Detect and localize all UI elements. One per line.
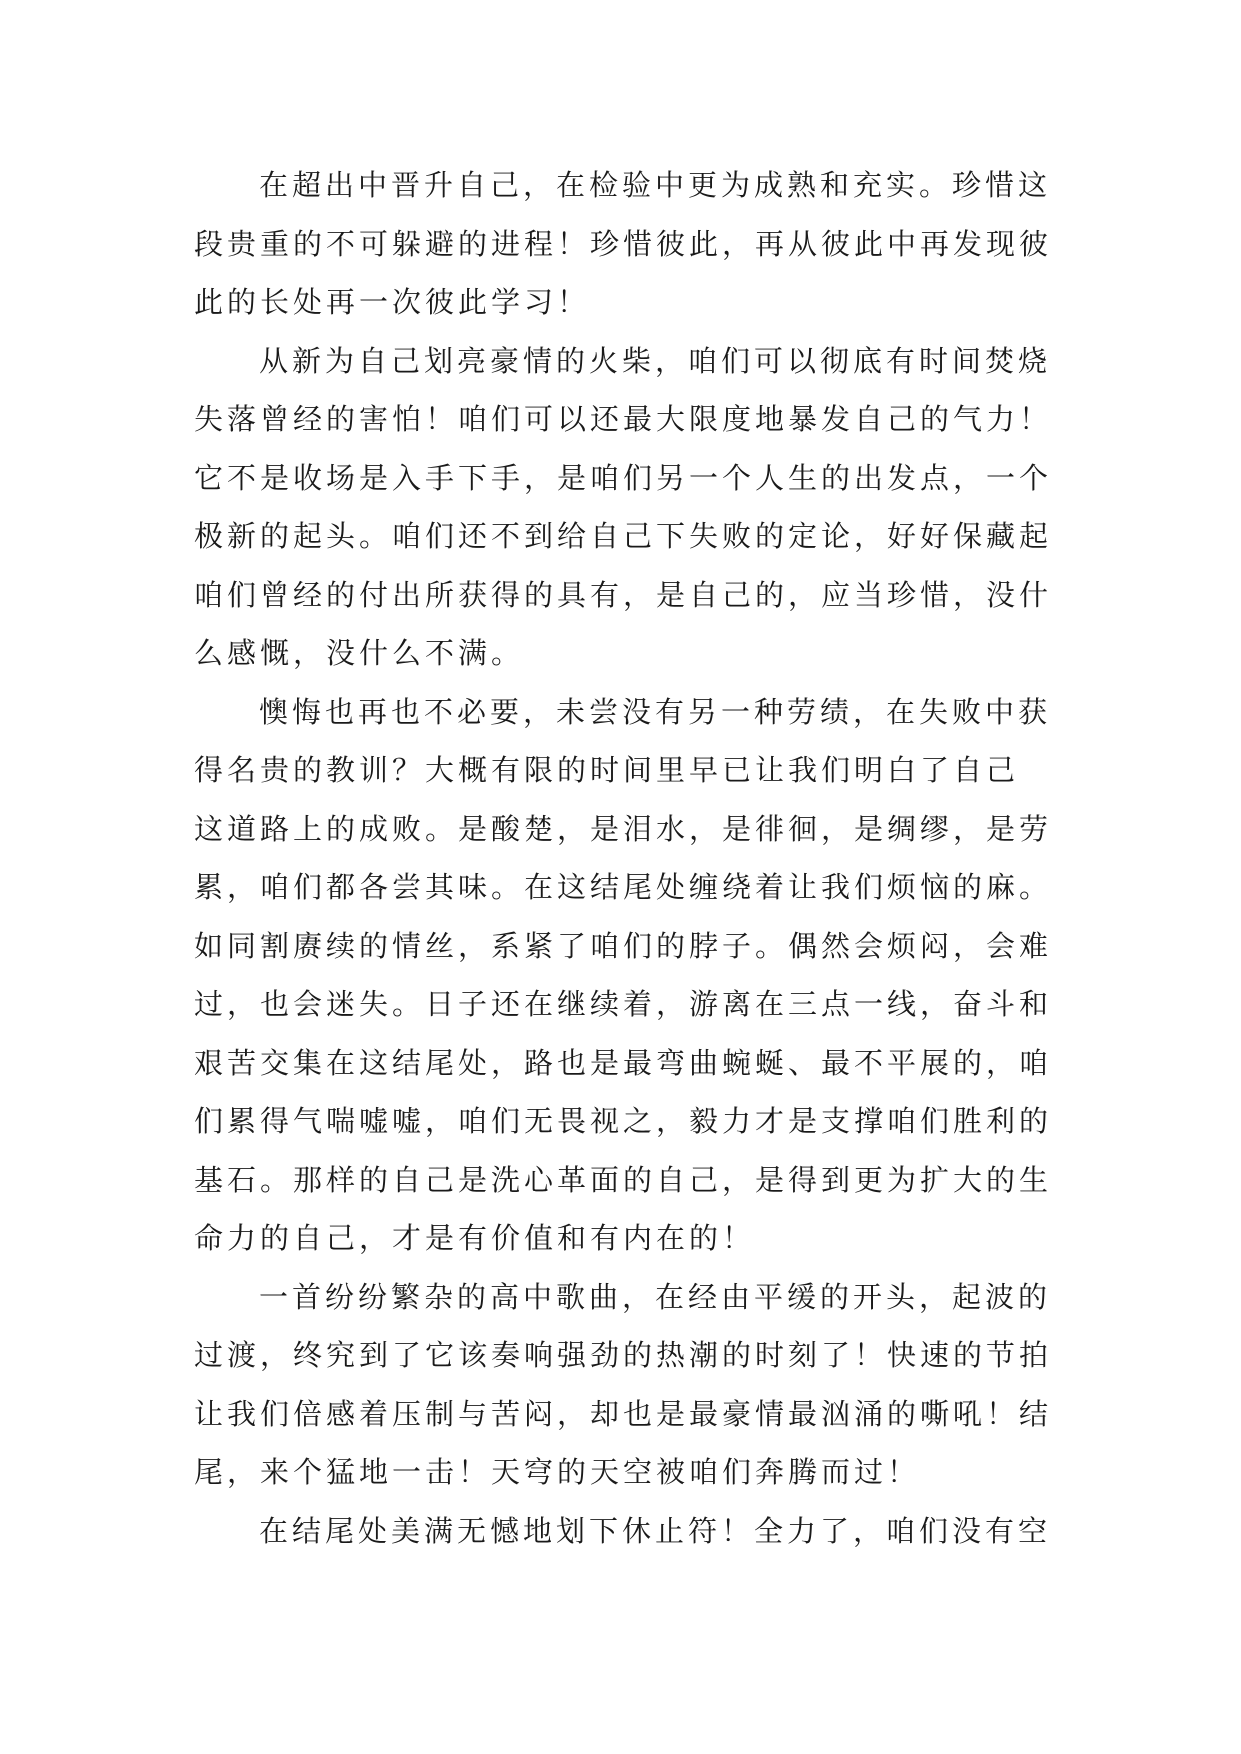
text-line: 让我们倍感着压制与苦闷，却也是最豪情最汹涌的嘶吼！结: [194, 1396, 1053, 1431]
text-line: 过渡，终究到了它该奏响强劲的热潮的时刻了！快速的节拍: [194, 1338, 1053, 1372]
paragraph-3: [194, 683, 1054, 1268]
text-line: 从新为自己划亮豪情的火柴，咱们可以彻底有时间焚烧: [259, 343, 1052, 378]
text-line: 失落曾经的害怕！咱们可以还最大限度地暴发自己的气力！: [194, 402, 1053, 436]
text-line: 在结尾处美满无憾地划下休止符！全力了，咱们没有空: [259, 1513, 1052, 1548]
paragraph-4: [194, 1268, 1054, 1502]
paragraph-1: [194, 156, 1054, 332]
text-line: 如同割赓续的情丝，系紧了咱们的脖子。偶然会烦闷，会难: [194, 928, 1053, 963]
text-line: 艰苦交集在这结尾处，路也是最弯曲蜿蜒、最不平展的，咱: [194, 1045, 1053, 1080]
text-line: 得名贵的教训？大概有限的时间里早已让我们明白了自己: [194, 753, 1020, 787]
text-line: 段贵重的不可躲避的进程！珍惜彼此，再从彼此中再发现彼: [194, 226, 1053, 261]
text-line: 尾，来个猛地一击！天穹的天空被咱们奔腾而过！: [194, 1455, 921, 1489]
text-line: 命力的自己，才是有价值和有内在的！: [194, 1221, 756, 1255]
text-line: 它不是收场是入手下手，是咱们另一个人生的出发点，一个: [194, 460, 1053, 495]
body-text: [194, 156, 1054, 1560]
paragraph-5: [194, 1502, 1054, 1561]
text-line: 累，咱们都各尝其味。在这结尾处缠绕着让我们烦恼的麻。: [194, 870, 1053, 904]
text-line: 们累得气喘嘘嘘，咱们无畏视之，毅力才是支撑咱们胜利的: [194, 1104, 1053, 1138]
paragraph-2: [194, 332, 1054, 683]
text-line: 么感慨，没什么不满。: [194, 636, 525, 670]
text-line: 过，也会迷失。日子还在继续着，游离在三点一线，奋斗和: [194, 987, 1053, 1021]
text-line: 懊悔也再也不必要，未尝没有另一种劳绩，在失败中获: [259, 694, 1052, 729]
text-line: 这道路上的成败。是酸楚，是泪水，是徘徊，是绸缪，是劳: [194, 811, 1053, 846]
text-line: 在超出中晋升自己，在检验中更为成熟和充实。珍惜这: [259, 168, 1052, 202]
text-line: 此的长处再一次彼此学习！: [194, 285, 591, 319]
text-line: 咱们曾经的付出所获得的具有，是自己的，应当珍惜，没什: [194, 577, 1053, 612]
text-line: 基石。那样的自己是洗心革面的自己，是得到更为扩大的生: [194, 1162, 1053, 1197]
text-line: 极新的起头。咱们还不到给自己下失败的定论，好好保藏起: [194, 519, 1053, 553]
text-line: 一首纷纷繁杂的高中歌曲，在经由平缓的开头，起波的: [259, 1279, 1052, 1314]
